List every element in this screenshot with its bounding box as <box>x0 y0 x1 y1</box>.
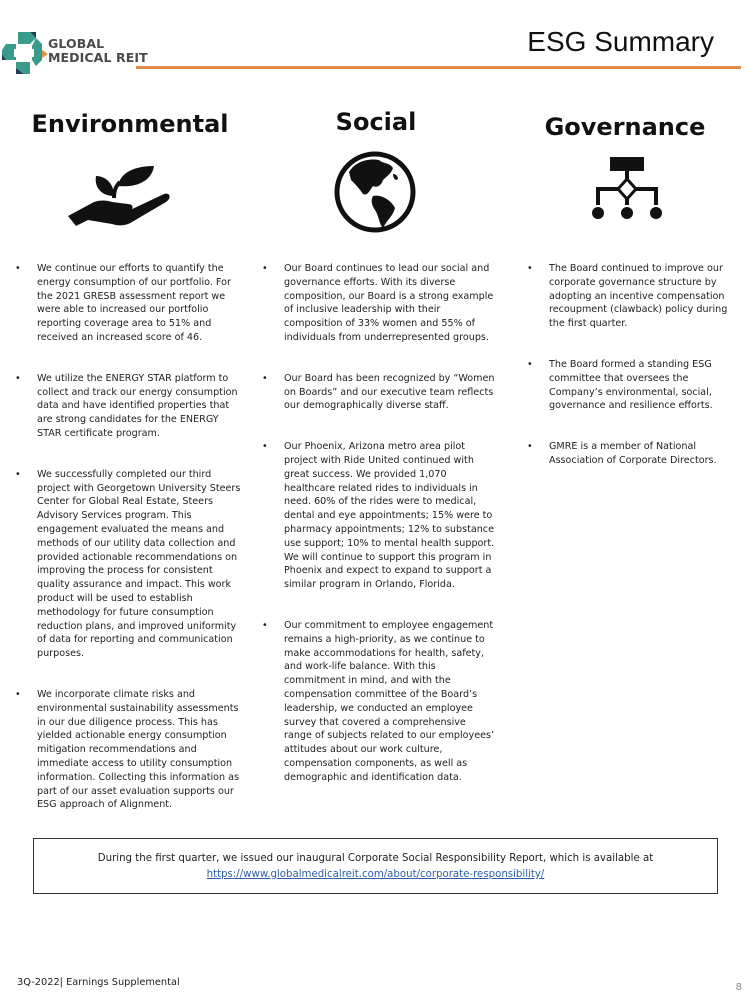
bullet-text: We incorporate climate risks and environmental sustainability assessments in our due diligence process. This has yielded actionable energy consumption mitigation recommendations and immediate access to utility consumption information. Collecting this information as part of our asset evaluation supports our ESG approach of Alignment. <box>37 688 240 811</box>
csr-report-link[interactable]: https://www.globalmedicalreit.com/about/corporate-responsibility/ <box>206 869 545 880</box>
environmental-bullet-1 <box>15 262 243 345</box>
social-bullets <box>262 262 496 785</box>
bullet-dot: • <box>15 688 21 700</box>
governance-bullet-2 <box>527 358 742 413</box>
bullet-dot: • <box>262 372 268 384</box>
page-number: 8 <box>735 982 742 993</box>
social-bullet-2 <box>262 372 496 413</box>
bullet-text: The Board continued to improve our corporate governance structure by adopting an incentive compensation recoupment (clawback) policy during the first quarter. <box>549 263 728 330</box>
environmental-heading: Environmental <box>31 110 229 138</box>
logo-line-1: GLOBAL <box>48 36 105 51</box>
bullet-text: We utilize the ENERGY STAR platform to collect and track our energy consumption data and have identified properties that are strong candidates for the ENERGY STAR certificate program. <box>37 372 238 439</box>
company-logo-text <box>48 37 148 65</box>
org-chart-icon <box>590 155 664 221</box>
governance-bullet-1 <box>527 262 742 331</box>
governance-bullets <box>527 262 742 468</box>
globe-icon <box>333 150 417 234</box>
social-bullet-1 <box>262 262 496 345</box>
bullet-text: Our Board has been recognized by “Women on Boards” and our executive team reflects our demographically diverse staff. <box>284 372 495 412</box>
bullet-dot: • <box>527 263 533 274</box>
csr-report-callout <box>33 838 718 894</box>
page-title: ESG Summary <box>527 26 714 57</box>
logo-line-2: MEDICAL REIT <box>48 50 148 65</box>
header-divider <box>136 66 741 69</box>
callout-text: During the first quarter, we issued our inaugural Corporate Social Responsibility Report, which is available at <box>97 853 654 864</box>
bullet-dot: • <box>15 468 21 480</box>
bullet-dot: • <box>527 441 533 453</box>
bullet-dot: • <box>15 263 21 274</box>
bullet-text: Our Board continues to lead our social and governance efforts. With its diverse composition, our Board is a strong example of inclusive leadership with their composition of 33% women and 55% of individuals from underrepresented groups. <box>284 263 494 343</box>
bullet-text: We successfully completed our third project with Georgetown University Steers Center for Global Real Estate, Steers Advisory Services program. This engagement evaluated the means and methods of our utility data collection and provided actionable recommendations on improving the process for consistent quality assurance and impact. This work product will be used to establish methodology for future consumption reduction plans, and improved uniformity of data for reporting and communication purposes. <box>37 468 241 660</box>
social-bullet-3 <box>262 440 496 592</box>
bullet-text: We continue our efforts to quantify the energy consumption of our portfolio. For the 2021 GRESB assessment report we were able to increased our portfolio reporting coverage area to 51% and received an increased score of 46. <box>37 263 231 343</box>
environmental-bullet-2 <box>15 372 243 441</box>
bullet-dot: • <box>527 358 533 370</box>
bullet-text: GMRE is a member of National Association of Corporate Directors. <box>549 441 717 466</box>
company-logo-icon <box>2 32 48 74</box>
environmental-bullet-3 <box>15 468 243 661</box>
bullet-dot: • <box>262 263 268 274</box>
bullet-dot: • <box>262 619 268 631</box>
footer-label: 3Q-2022| Earnings Supplemental <box>17 977 180 988</box>
bullet-text: The Board formed a standing ESG committee that oversees the Company’s environmental, social, governance and resilience efforts. <box>549 358 713 412</box>
bullet-dot: • <box>15 372 21 384</box>
governance-heading: Governance <box>544 113 706 141</box>
bullet-text: Our commitment to employee engagement remains a high-priority, as we continue to make accommodations for health, safety, and work-life balance. With this commitment in mind, and with the compensation committee of the Board’s leadership, we conducted an employee survey that covered a comprehensive range of subjects related to our employees’ attitudes about our work culture, compensation components, as well as demographic and identification data. <box>284 619 495 783</box>
plant-in-hand-icon <box>66 160 172 226</box>
social-bullet-4 <box>262 619 496 785</box>
bullet-text: Our Phoenix, Arizona metro area pilot project with Ride United continued with great success. We provided 1,070 healthcare related rides to individuals in need. 60% of the rides were to medical, dental and eye appointments; 15% were to pharmacy appointments; 12% to substance use support; 10% to mental health support. We will continue to support this program in Phoenix and expect to expand to support a similar program in Orlando, Florida. <box>284 441 495 591</box>
environmental-bullet-4 <box>15 688 243 812</box>
governance-bullet-3 <box>527 440 742 468</box>
social-heading: Social <box>335 108 417 136</box>
environmental-bullets <box>15 262 243 812</box>
bullet-dot: • <box>262 441 268 453</box>
